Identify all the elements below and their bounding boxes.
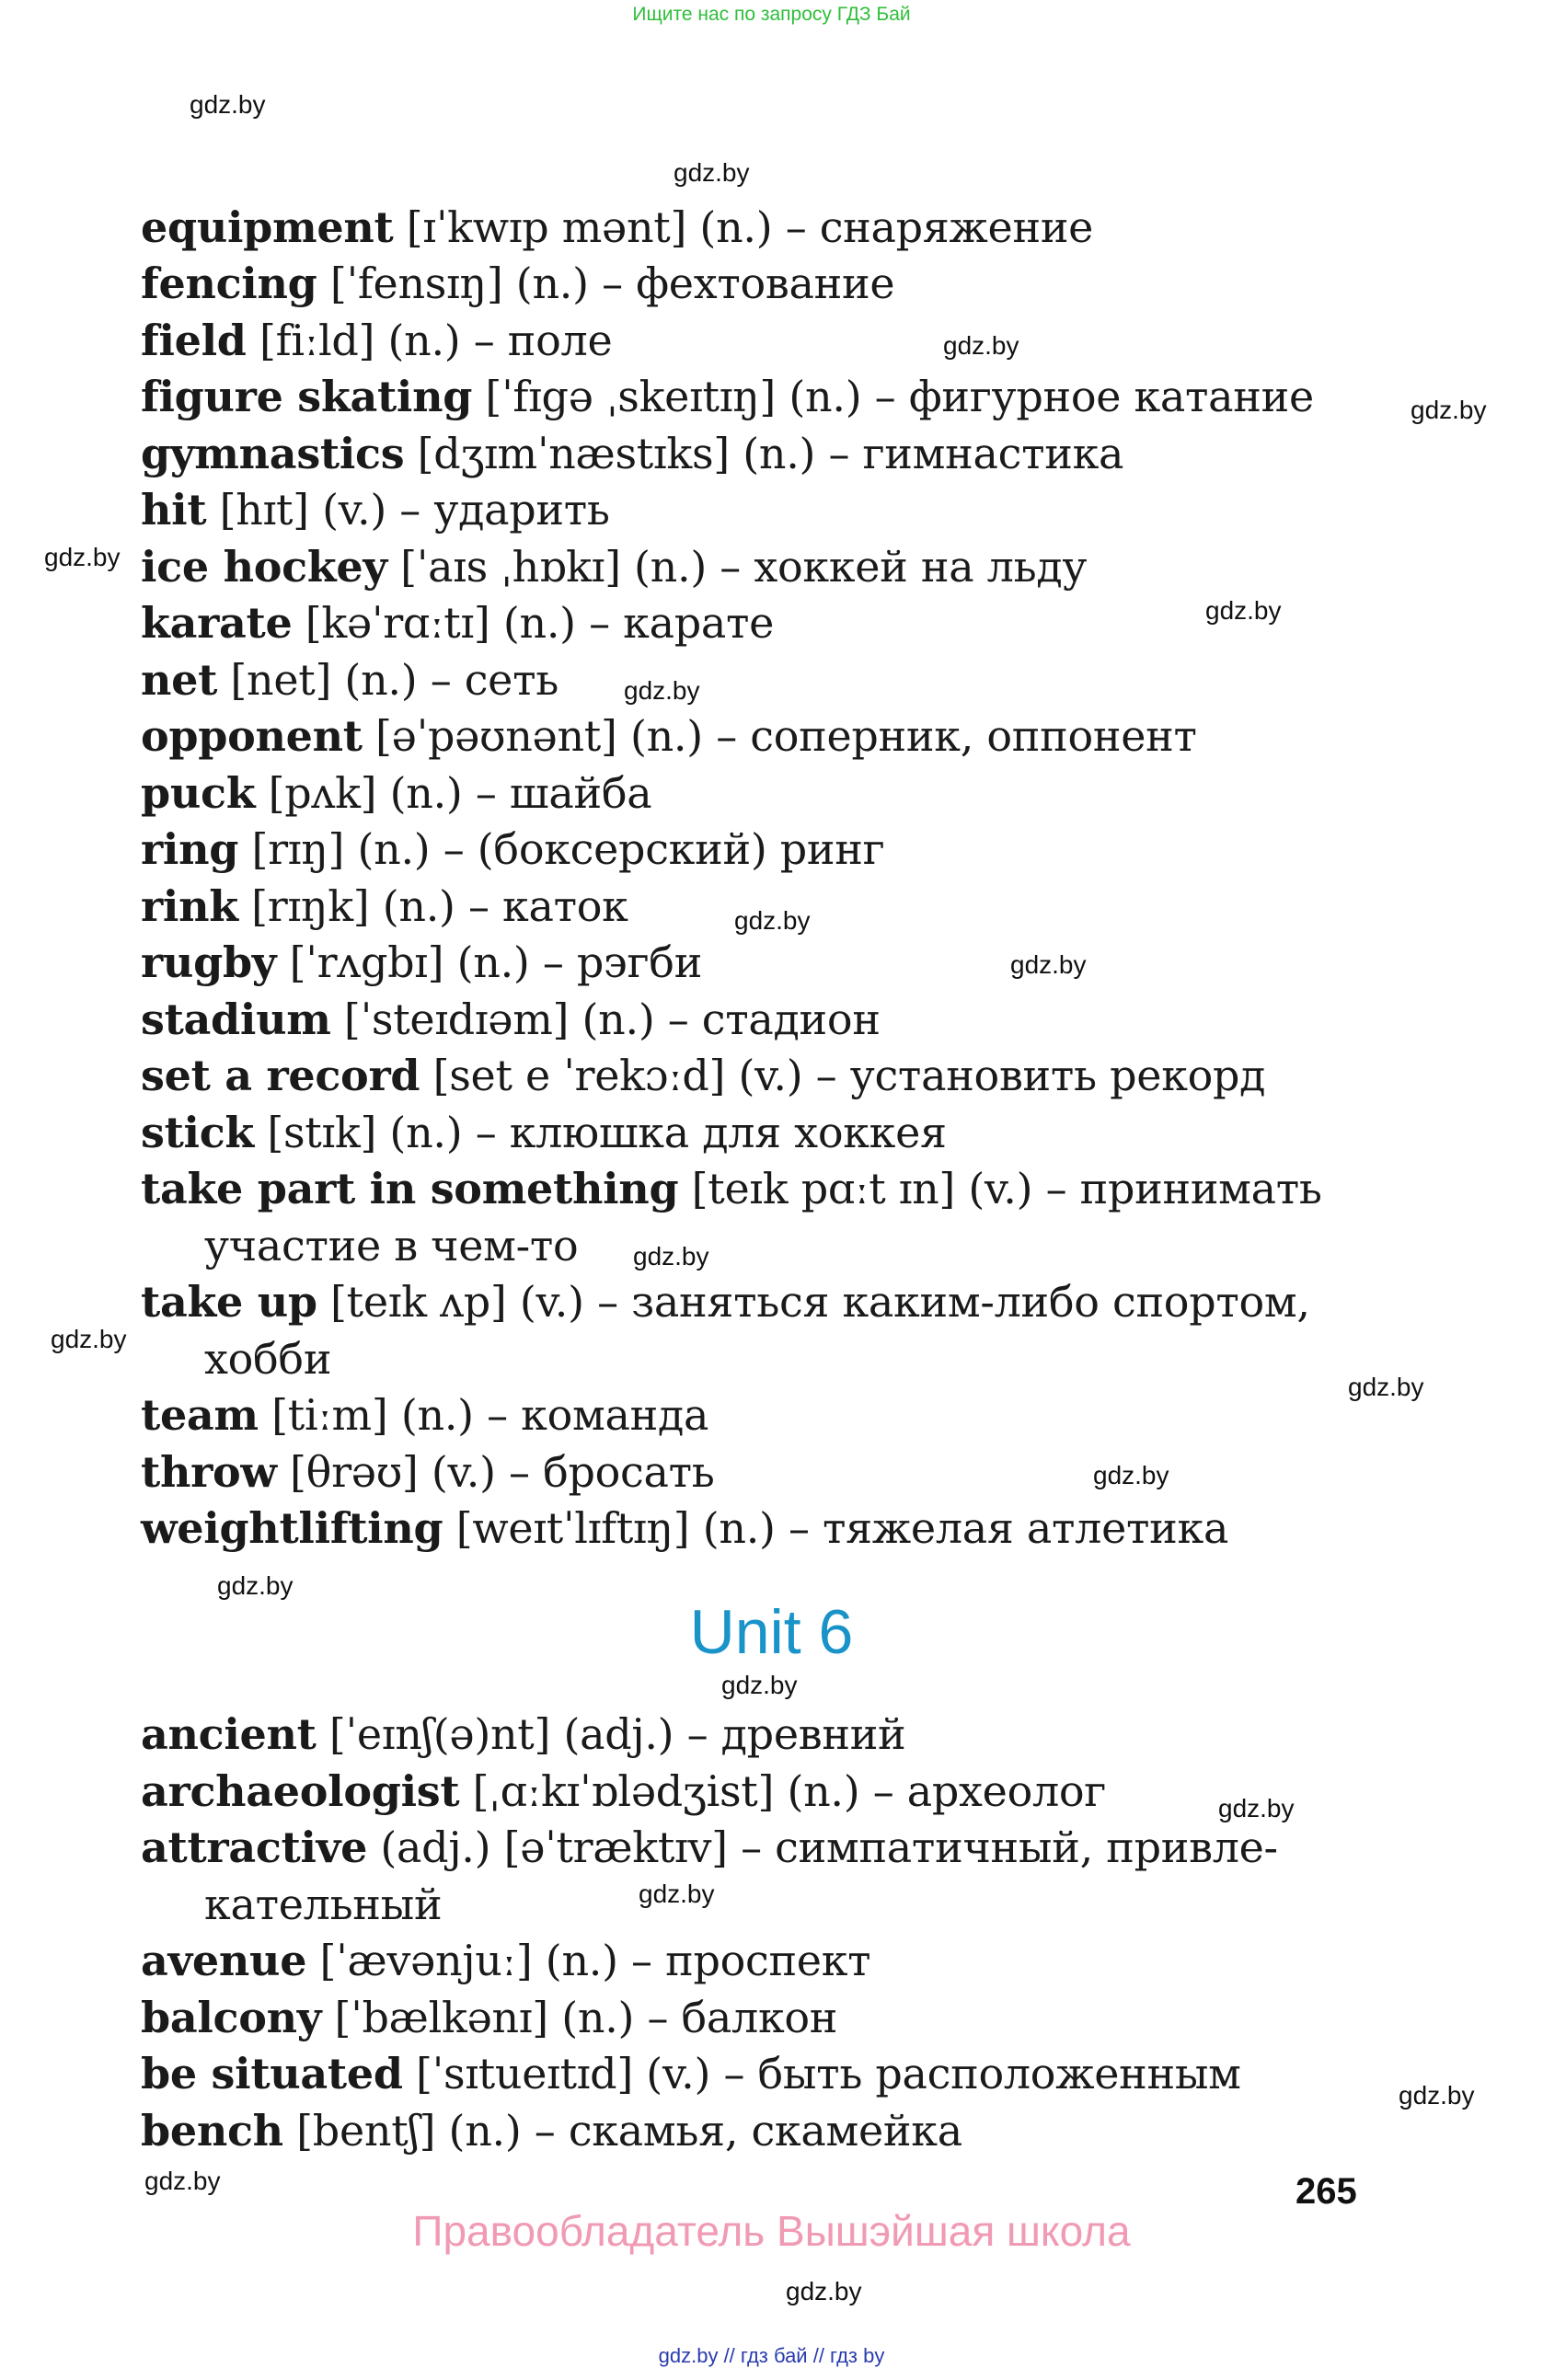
vocab-entry [141, 655, 558, 705]
vocab-word: ice hockey [141, 542, 387, 592]
vocab-definition: [ˈfensɪŋ] (n.) – фехтование [317, 259, 895, 308]
vocab-definition: [rɪŋ] (n.) – (боксерский) ринг [238, 824, 885, 874]
vocab-entry [141, 2049, 1241, 2098]
vocab-entry [141, 1277, 1310, 1327]
vocab-entry [141, 598, 775, 648]
vocab-definition: [kəˈrɑːtɪ] (n.) – карате [292, 598, 775, 648]
vocab-definition: [stɪk] (n.) – клюшка для хоккея [254, 1108, 947, 1157]
vocab-definition: [teɪk ʌp] (v.) – заняться каким-либо спортом, [317, 1277, 1310, 1327]
vocab-word: fencing [141, 259, 317, 308]
vocab-entry [141, 711, 1197, 761]
vocab-entry-continuation [204, 1880, 443, 1929]
watermark: gdz.by [639, 1880, 715, 1908]
vocab-word: balcony [141, 1993, 322, 2042]
vocab-word: rink [141, 881, 238, 931]
vocab-word: net [141, 655, 218, 705]
vocab-definition: [ˈsɪtueɪtɪd] (v.) – быть расположенным [402, 2049, 1241, 2098]
top-banner[interactable]: Ищите нас по запросу ГДЗ Бай [632, 4, 911, 25]
vocab-word: throw [141, 1447, 277, 1497]
vocab-entry [141, 768, 652, 818]
watermark: gdz.by [721, 1671, 798, 1699]
watermark: gdz.by [624, 676, 700, 705]
vocab-word: stadium [141, 995, 331, 1044]
page-number: 265 [1295, 2171, 1357, 2212]
vocab-entry [141, 1503, 1229, 1553]
watermark: gdz.by [1218, 1794, 1295, 1822]
vocab-definition: [ɪˈkwɪp mənt] (n.) – снаряжение [393, 202, 1094, 252]
vocab-entry [141, 995, 881, 1044]
vocab-definition: [fiːld] (n.) – поле [246, 316, 613, 365]
watermark: gdz.by [44, 543, 121, 571]
vocab-definition: [bentʃ] (n.) – скамья, скамейка [282, 2106, 962, 2156]
vocab-word: archaeologist [141, 1766, 460, 1816]
vocab-definition: [set e ˈrekɔːd] (v.) – установить рекорд [420, 1051, 1266, 1100]
vocab-word: bench [141, 2106, 283, 2156]
watermark: gdz.by [1348, 1373, 1424, 1401]
vocab-word: ancient [141, 1709, 317, 1759]
vocab-entry [141, 316, 613, 365]
vocab-definition: [ˈaɪs ˌhɒkɪ] (n.) – хоккей на льду [386, 542, 1088, 592]
vocab-definition: [ˈfɪgə ˌskeɪtɪŋ] (n.) – фигурное катание [472, 372, 1314, 421]
vocab-definition: [net] (n.) – сеть [217, 655, 558, 705]
vocab-word: avenue [141, 1936, 307, 1985]
bottom-links[interactable]: gdz.by // гдз бай // гдз by [658, 2344, 885, 2367]
vocab-entry [141, 2106, 962, 2156]
watermark: gdz.by [217, 1571, 294, 1600]
vocab-definition: [əˈpəʊnənt] (n.) – соперник, оппонент [362, 711, 1197, 761]
vocab-entry [141, 372, 1314, 421]
vocab-definition: [ˈbælkənɪ] (n.) – балкон [321, 1993, 838, 2042]
vocab-word: ring [141, 824, 239, 874]
vocab-entry [141, 881, 628, 931]
vocab-definition: [teɪk pɑːt ɪn] (v.) – принимать [678, 1164, 1322, 1213]
watermark: gdz.by [144, 2167, 221, 2195]
vocab-definition: (adj.) [əˈtræktɪv] – симпатичный, привле- [367, 1822, 1278, 1872]
vocab-word: equipment [141, 202, 394, 252]
vocab-definition: [pʌk] (n.) – шайба [255, 768, 652, 818]
watermark: gdz.by [1411, 396, 1487, 424]
vocab-definition: [ˌɑːkɪˈɒlədʒist] (n.) – археолог [459, 1766, 1107, 1816]
unit-title: Unit 6 [689, 1597, 854, 1667]
vocab-entry [141, 485, 610, 535]
vocab-definition: [ˈsteɪdɪəm] (n.) – стадион [330, 995, 881, 1044]
vocab-word: weightlifting [141, 1503, 443, 1553]
vocab-definition: [weɪtˈlɪftɪŋ] (n.) – тяжелая атлетика [443, 1503, 1229, 1553]
vocab-word: karate [141, 598, 293, 648]
vocab-word: gymnastics [141, 429, 405, 478]
watermark: gdz.by [1010, 950, 1087, 979]
vocab-entry [141, 824, 885, 874]
vocab-word: set a record [141, 1051, 420, 1100]
vocab-entry [141, 202, 1094, 252]
watermark: gdz.by [633, 1242, 709, 1270]
vocab-word: team [141, 1390, 259, 1440]
vocab-entry-continuation [204, 1221, 579, 1270]
watermark: gdz.by [734, 906, 811, 935]
vocab-definition: [ˈeɪnʃ(ə)nt] (adj.) – древний [316, 1709, 906, 1759]
vocab-definition: [tiːm] (n.) – команда [258, 1390, 709, 1440]
vocab-definition: участие в чем-то [204, 1221, 579, 1270]
vocab-entry [141, 937, 703, 987]
watermark: gdz.by [1399, 2081, 1475, 2110]
vocab-word: stick [141, 1108, 255, 1157]
vocab-entry [141, 1936, 871, 1985]
vocab-definition: [hɪt] (v.) – ударить [206, 485, 610, 535]
vocab-definition: кательный [204, 1880, 443, 1929]
vocab-word: figure skating [141, 372, 473, 421]
watermark: gdz.by [674, 158, 750, 187]
vocab-definition: [dʒɪmˈnæstɪks] (n.) – гимнастика [404, 429, 1124, 478]
vocab-entry [141, 1108, 947, 1157]
vocab-word: take up [141, 1277, 317, 1327]
watermark: gdz.by [190, 90, 266, 119]
vocab-entry [141, 429, 1124, 478]
watermark: gdz.by [51, 1325, 127, 1353]
watermark: gdz.by [1205, 596, 1282, 625]
vocab-word: take part in something [141, 1164, 679, 1213]
vocab-definition: [θrəʊ] (v.) – бросать [276, 1447, 715, 1497]
watermark: gdz.by [943, 331, 1019, 360]
vocab-word: puck [141, 768, 256, 818]
vocab-definition: [ˈrʌgbɪ] (n.) – рэгби [276, 937, 703, 987]
vocab-word: attractive [141, 1822, 368, 1872]
vocab-entry [141, 1164, 1322, 1213]
vocab-entry [141, 1822, 1278, 1872]
vocab-word: opponent [141, 711, 363, 761]
vocab-definition: [ˈævənjuː] (n.) – проспект [306, 1936, 871, 1985]
vocab-entry [141, 1993, 838, 2042]
vocab-entry [141, 1051, 1266, 1100]
vocab-entry [141, 1709, 906, 1759]
vocab-definition: хобби [204, 1334, 332, 1384]
watermark: gdz.by [786, 2277, 862, 2305]
vocab-entry [141, 1447, 715, 1497]
copyright-notice: Правообладатель Вышэйшая школа [412, 2207, 1131, 2255]
vocab-word: hit [141, 485, 207, 535]
vocab-definition: [rɪŋk] (n.) – каток [237, 881, 628, 931]
vocab-entry [141, 542, 1088, 592]
vocab-word: be situated [141, 2049, 403, 2098]
vocab-entry [141, 259, 895, 308]
vocab-entry-continuation [204, 1334, 332, 1384]
vocab-word: field [141, 316, 247, 365]
vocab-entry [141, 1766, 1107, 1816]
vocab-entry [141, 1390, 709, 1440]
watermark: gdz.by [1093, 1461, 1169, 1489]
vocab-word: rugby [141, 937, 277, 987]
